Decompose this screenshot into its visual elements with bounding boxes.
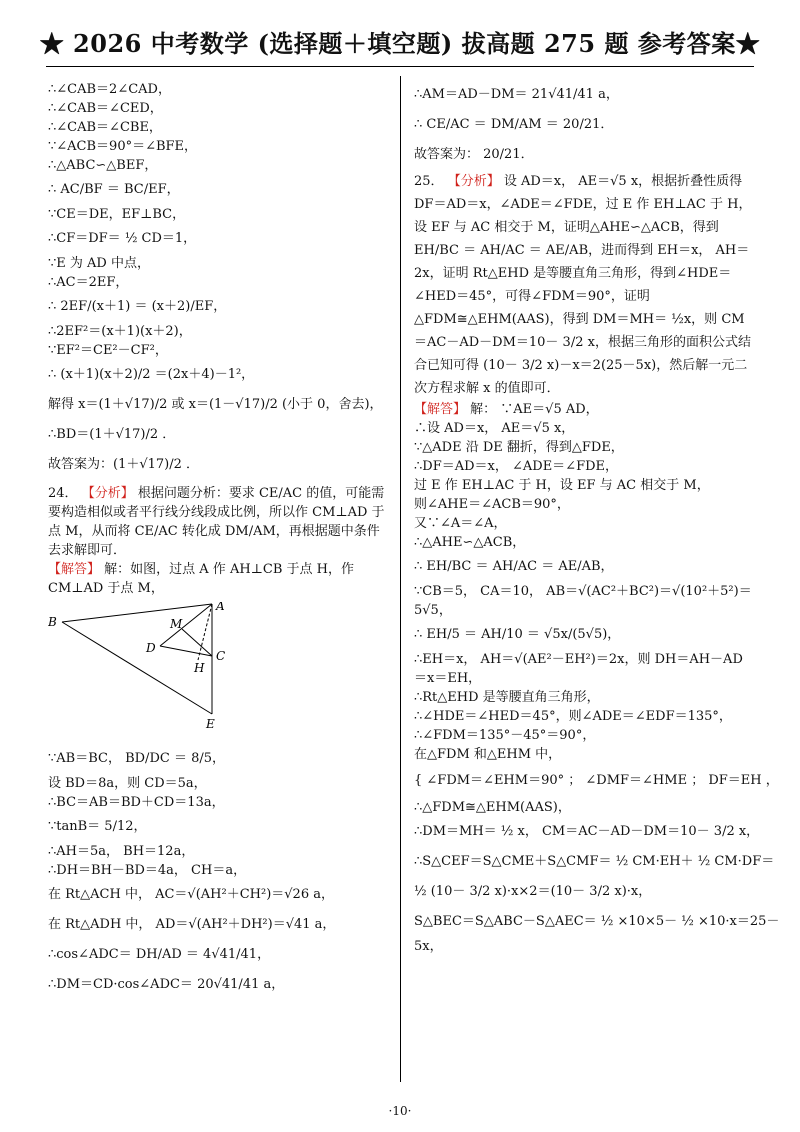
point-label-e: E — [206, 717, 215, 731]
header-rule — [46, 66, 754, 67]
text-line: ∵E 为 AD 中点， — [48, 256, 150, 271]
text-line: 解得 x＝(1＋√17)/2 或 x＝(1－√17)/2 (小于 0，舍去)， — [48, 397, 383, 412]
text-line: 又∵∠A＝∠A， — [414, 516, 507, 531]
q25-analysis — [414, 170, 754, 400]
text-line: ∵CB＝5， CA＝10， AB＝√(AC²＋BC²)＝√(10²＋5²)＝ — [414, 584, 752, 599]
point-label-h: H — [194, 661, 205, 675]
segment-dc — [160, 646, 212, 656]
text-line: ∴CF＝DF＝ ½ CD＝1， — [48, 231, 197, 246]
text-line: ∴DM＝MH＝ ½ x， CM＝AC－AD－DM＝10－ 3/2 x， — [414, 824, 760, 839]
analysis-text: 根据问题分析：要求 CE/AC 的值，可能需要构造相似或者平行线分线段成比例，所以作 CM⊥AD 于点 M，从而将 CE/AC 转化成 DM/AM，再根据题中条件去求解即可． — [48, 486, 385, 558]
text-line: ∴ CE/AC ＝ DM/AM ＝ 20/21． — [414, 117, 614, 132]
text-line: 在 Rt△ACH 中， AC＝√(AH²＋CH²)＝√26 a， — [48, 887, 334, 902]
text-line: ∴DM＝CD·cos∠ADC＝ 20√41/41 a， — [48, 977, 285, 992]
text-line: 5√5， — [414, 603, 452, 618]
point-label-d: D — [146, 641, 156, 655]
segment-cm — [182, 629, 212, 656]
text-line: 过 E 作 EH⊥AC 于 H，设 EF 与 AC 相交于 M， — [414, 478, 710, 493]
text-line: ∴ EH/5 ＝ AH/10 ＝ √5x/(5√5)， — [414, 627, 621, 642]
page-header-title: ★ 2026 中考数学 (选择题＋填空题) 拔高题 275 题 参考答案★ — [39, 29, 761, 58]
solution-text: 解： ∵AE＝√5 AD， — [470, 402, 599, 417]
point-label-c: C — [216, 649, 226, 663]
text-line: ∴∠FDM＝135°－45°＝90°， — [414, 728, 596, 743]
right-column — [414, 80, 780, 956]
text-line: ∵tanB＝ 5/12， — [48, 819, 147, 834]
text-line: { ∠FDM＝∠EHM＝90° ； ∠DMF＝∠HME ； DF＝EH ， — [414, 773, 779, 788]
text-line: ∵CE＝DE，EF⊥BC， — [48, 207, 186, 222]
question-number: 24． — [48, 486, 78, 501]
text-line: ∴cos∠ADC＝ DH/AD ＝ 4√41/41， — [48, 947, 271, 962]
point-label-m: M — [170, 617, 183, 631]
text-line: ∴△ABC∽△BEF， — [48, 158, 158, 173]
column-divider — [400, 76, 401, 1082]
text-line: ∴ EH/BC ＝ AH/AC ＝ AE/AB， — [414, 559, 614, 574]
text-line: ∴∠CAB＝∠CED， — [48, 101, 163, 116]
text-line: ∴BD＝(1＋√17)/2 ． — [48, 427, 176, 442]
point-label-b: B — [48, 615, 57, 629]
text-line: 在 Rt△ADH 中， AD＝√(AH²＋DH²)＝√41 a， — [48, 917, 336, 932]
text-line: ∴△FDM≅△EHM(AAS)， — [414, 800, 571, 815]
segment-ah-dashed — [198, 604, 212, 660]
text-line: S△BEC＝S△ABC－S△AEC＝ ½ ×10×5－ ½ ×10·x＝25－ — [414, 914, 780, 929]
text-line: ∴ (x＋1)(x＋2)/2 ＝(2x＋4)－1²， — [48, 367, 255, 382]
q25-solution-first — [414, 400, 754, 419]
text-line: ∴∠CAB＝2∠CAD， — [48, 82, 171, 97]
text-line: ∴设 AD＝x， AE＝√5 x， — [414, 421, 575, 436]
text-line: ∵AB＝BC， BD/DC ＝ 8/5， — [48, 751, 225, 766]
segment-ab — [62, 604, 212, 622]
text-line: 设 BD＝8a，则 CD＝5a， — [48, 776, 207, 791]
text-line: 在△FDM 和△EHM 中， — [414, 747, 562, 762]
left-column — [48, 80, 388, 1000]
question-number: 25． — [414, 174, 444, 189]
text-line: ½ (10－ 3/2 x)·x×2＝(10－ 3/2 x)·x， — [414, 884, 652, 899]
text-line: ∴ 2EF/(x＋1) ＝ (x＋2)/EF， — [48, 299, 227, 314]
q24-solution-intro — [48, 560, 388, 598]
text-line: 则∠AHE＝∠ACB＝90°， — [414, 497, 570, 512]
text-line: ∴2EF²＝(x＋1)(x＋2)， — [48, 324, 192, 339]
text-line: ∴ AC/BF ＝ BC/EF， — [48, 182, 180, 197]
analysis-tag: 【分析】 — [447, 174, 500, 189]
text-line: ∴∠CAB＝∠CBE， — [48, 120, 162, 135]
point-label-a: A — [216, 602, 225, 613]
text-line: ∴Rt△EHD 是等腰直角三角形， — [414, 690, 600, 705]
text-line: ∵EF²＝CE²－CF²， — [48, 343, 168, 358]
text-line: ∴DF＝AD＝x， ∠ADE＝∠FDE， — [414, 459, 619, 474]
text-line: 故答案为： 20/21． — [414, 147, 534, 162]
text-line: ∴AH＝5a， BH＝12a， — [48, 844, 195, 859]
text-line: ∴∠HDE＝∠HED＝45°，则∠ADE＝∠EDF＝135°， — [414, 709, 732, 724]
segment-ad — [160, 604, 212, 646]
text-line: ∴S△CEF＝S△CME＋S△CMF＝ ½ CM·EH＋ ½ CM·DF＝ — [414, 854, 775, 869]
text-line: ∵△ADE 沿 DE 翻折，得到△FDE， — [414, 440, 624, 455]
text-line: ＝x＝EH， — [414, 671, 482, 686]
analysis-text: 设 AD＝x， AE＝√5 x，根据折叠性质得 DF＝AD＝x，∠ADE＝∠FDE，过 E 作 EH⊥AC 于 H，设 EF 与 AC 相交于 M，证明△AHE∽△ACB，得到 EH/BC ＝ AH/AC ＝ AE/AB，进而得到 EH＝x， AH＝2x，证明 Rt△EHD 是等腰直角三角形，得到∠HDE＝∠HED＝45°，可得∠FDM＝90°，证明△FDM≅△EHM(AAS)，得到 DM＝MH＝ ½x，则 CM＝AC－AD－DM＝10－ 3/2 x，根据三角形的面积公式结合已知可得 (10－ 3/2 x)－x＝2(25－5x)，然后解一元二次方程求解 x 的值即可． — [414, 174, 752, 396]
text-line: ∵∠ACB＝90°＝∠BFE， — [48, 139, 198, 154]
text-line: ∴AM＝AD－DM＝ 21√41/41 a， — [414, 87, 619, 102]
geometry-figure — [48, 602, 268, 732]
text-line: ∴EH＝x， AH＝√(AE²－EH²)＝2x，则 DH＝AH－AD — [414, 652, 743, 667]
text-line: ∴DH＝BH－BD＝4a， CH＝a， — [48, 863, 247, 878]
text-line: 5x， — [414, 939, 443, 954]
page-number: ·10· — [388, 1104, 412, 1118]
solution-text: 解：如图，过点 A 作 AH⊥CB 于点 H，作 CM⊥AD 于点 M， — [48, 562, 354, 596]
text-line: ∴△AHE∽△ACB， — [414, 535, 526, 550]
solution-tag: 【解答】 — [48, 562, 101, 577]
text-line: ∴AC＝2EF， — [48, 275, 129, 290]
text-line: ∴BC＝AB＝BD＋CD＝13a， — [48, 795, 225, 810]
solution-tag: 【解答】 — [414, 402, 467, 417]
q24-analysis — [48, 484, 388, 560]
analysis-tag: 【分析】 — [81, 486, 134, 501]
text-line: 故答案为：(1＋√17)/2 ． — [48, 457, 200, 472]
